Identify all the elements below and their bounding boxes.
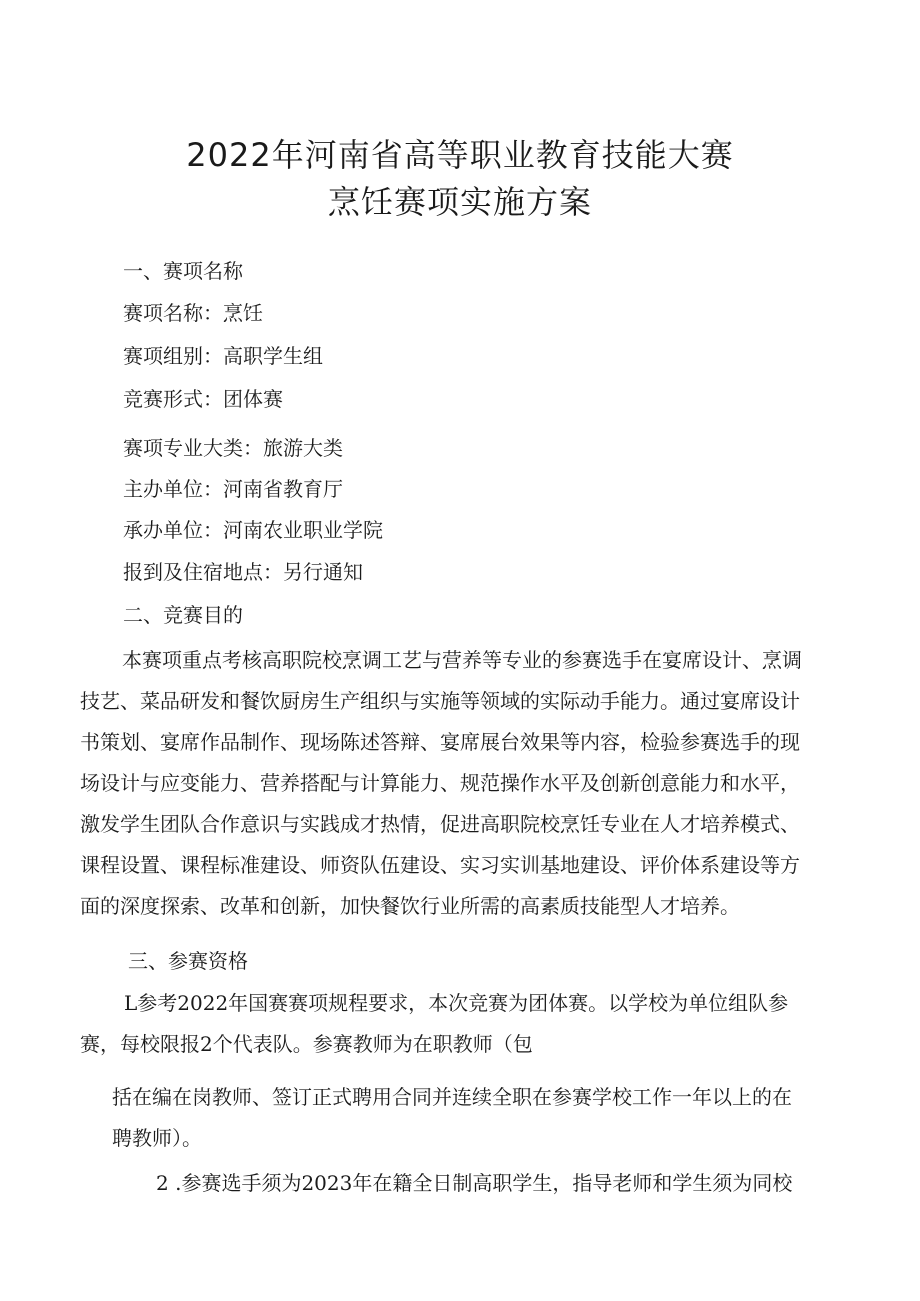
venue-info: 报到及住宿地点：另行通知	[123, 560, 363, 584]
paragraph-line: 激发学生团队合作意识与实践成才热情，促进高职院校烹饪专业在人才培养模式、	[80, 812, 800, 836]
document-title-line-1: 2022年河南省高等职业教育技能大赛	[186, 136, 734, 174]
section-1-heading: 一、赛项名称	[123, 259, 243, 283]
eligibility-item-2-line-1: 2 .参赛选手须为2023年在籍全日制高职学生，指导老师和学生须为同校	[156, 1171, 793, 1195]
competition-purpose-paragraph	[80, 640, 802, 927]
paragraph-line: 技艺、菜品研发和餐饮厨房生产组织与实施等领域的实际动手能力。通过宴席设计	[80, 689, 800, 713]
paragraph-line: 课程设置、课程标准建设、师资队伍建设、实习实训基地建设、评价体系建设等方	[80, 853, 800, 877]
paragraph-line: 面的深度探索、改革和创新，加快餐饮行业所需的高素质技能型人才培养。	[80, 894, 740, 918]
section-2-heading: 二、竞赛目的	[123, 603, 243, 627]
section-3-heading: 三、参赛资格	[128, 949, 248, 973]
organizer-unit: 承办单位：河南农业职业学院	[123, 518, 383, 542]
document-title-line-2: 烹饪赛项实施方案	[327, 183, 592, 221]
eligibility-item-1-line-2: 赛，每校限报2个代表队。参赛教师为在职教师（包	[80, 1032, 533, 1056]
professional-category: 赛项专业大类：旅游大类	[123, 436, 343, 460]
event-name: 赛项名称：烹饪	[123, 301, 263, 325]
competition-form: 竞赛形式：团体赛	[123, 387, 283, 411]
event-group: 赛项组别：高职学生组	[123, 344, 323, 368]
eligibility-item-1-line-3: 括在编在岗教师、签订正式聘用合同并连续全职在参赛学校工作一年以上的在	[112, 1085, 792, 1109]
paragraph-line: 书策划、宴席作品制作、现场陈述答辩、宴席展台效果等内容，检验参赛选手的现	[80, 730, 800, 754]
paragraph-line: 本赛项重点考核高职院校烹调工艺与营养等专业的参赛选手在宴席设计、烹调	[122, 648, 802, 672]
eligibility-item-1-line-4: 聘教师）。	[112, 1126, 202, 1150]
paragraph-line: 场设计与应变能力、营养搭配与计算能力、规范操作水平及创新创意能力和水平，	[80, 771, 800, 795]
host-unit: 主办单位：河南省教育厅	[123, 477, 343, 501]
eligibility-item-1-line-1: L参考2022年国赛赛项规程要求，本次竞赛为团体赛。以学校为单位组队参	[124, 991, 789, 1015]
